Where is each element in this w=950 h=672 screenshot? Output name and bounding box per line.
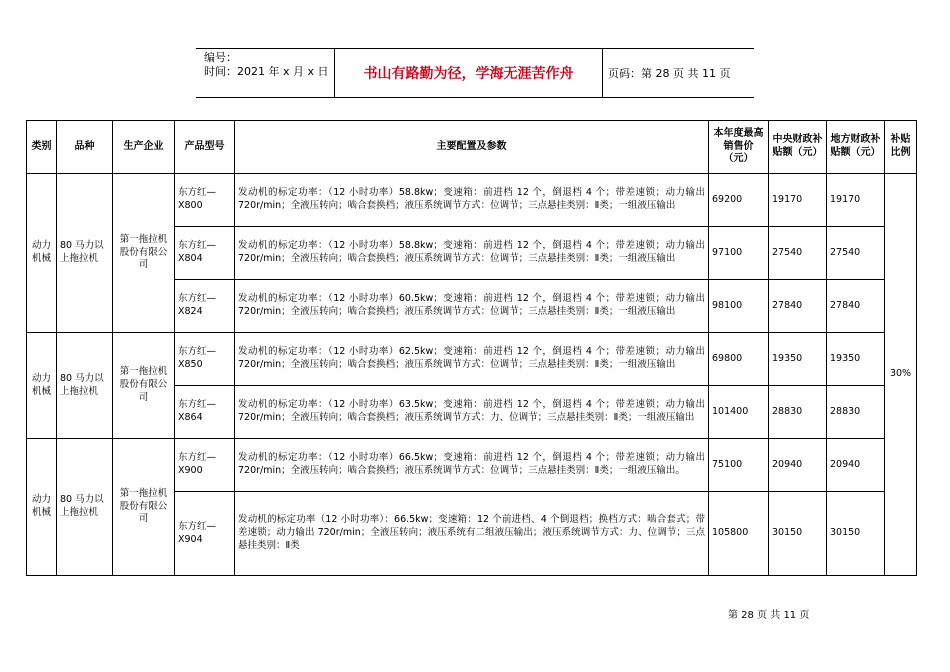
header-motto: 书山有路勤为径，学海无涯苦作舟 xyxy=(363,66,574,82)
params-cell: 发动机的标定功率：（12 小时功率）66.5kw；变速箱：前进档 12 个，倒退档 4 个；带差速锁；动力输出 720r/min；全液压转向；啮合套换档；液压系统调节方式：位调节；三点悬挂类别：Ⅱ类；一组液压输出。 xyxy=(235,439,709,492)
document-header xyxy=(196,48,754,98)
category-cell: 动力机械 xyxy=(27,333,57,439)
price-cell: 75100 xyxy=(709,439,769,492)
model-cell: 东方红—X904 xyxy=(175,492,235,576)
variety-cell: 80 马力以上拖拉机 xyxy=(57,174,113,333)
header-config: 主要配置及参数 xyxy=(235,121,709,174)
header-ratio: 补贴比例 xyxy=(885,121,917,174)
central-subsidy-cell: 27540 xyxy=(769,227,827,280)
params-cell: 发动机的标定功率：（12 小时功率）58.8kw；变速箱：前进档 12 个，倒退档 4 个；带差速锁；动力输出 720r/min；全液压转向；啮合套换档；液压系统调节方式：位调节；三点悬挂类别：Ⅱ类；一组液压输出 xyxy=(235,227,709,280)
central-subsidy-cell: 27840 xyxy=(769,280,827,333)
model-cell: 东方红—X900 xyxy=(175,439,235,492)
table-row xyxy=(27,174,917,227)
local-subsidy-cell: 19350 xyxy=(827,333,885,386)
model-cell: 东方红—X864 xyxy=(175,386,235,439)
table-header-row xyxy=(27,121,917,174)
model-cell: 东方红—X824 xyxy=(175,280,235,333)
maker-cell: 第一拖拉机股份有限公司 xyxy=(113,174,175,333)
local-subsidy-cell: 30150 xyxy=(827,492,885,576)
params-cell: 发动机的标定功率：（12 小时功率）58.8kw；变速箱：前进档 12 个，倒退档 4 个；带差速锁；动力输出 720r/min；全液压转向；啮合套换档；液压系统调节方式：位调节；三点悬挂类别：Ⅱ类；一组液压输出 xyxy=(235,174,709,227)
local-subsidy-cell: 27540 xyxy=(827,227,885,280)
category-cell: 动力机械 xyxy=(27,174,57,333)
header-local-subsidy: 地方财政补贴额（元） xyxy=(827,121,885,174)
variety-cell: 80 马力以上拖拉机 xyxy=(57,333,113,439)
central-subsidy-cell: 20940 xyxy=(769,439,827,492)
central-subsidy-cell: 19170 xyxy=(769,174,827,227)
params-cell: 发动机的标定功率：（12 小时功率）60.5kw；变速箱：前进档 12 个，倒退档 4 个；带差速锁；动力输出 720r/min；全液压转向；啮合套换档；液压系统调节方式：位调节；三点悬挂类别：Ⅱ类；一组液压输出 xyxy=(235,280,709,333)
header-price: 本年度最高销售价（元） xyxy=(709,121,769,174)
price-cell: 105800 xyxy=(709,492,769,576)
header-page-number: 页码：第 28 页 共 11 页 xyxy=(608,67,731,80)
model-cell: 东方红—X850 xyxy=(175,333,235,386)
local-subsidy-cell: 19170 xyxy=(827,174,885,227)
header-maker: 生产企业 xyxy=(113,121,175,174)
variety-cell: 80 马力以上拖拉机 xyxy=(57,439,113,576)
price-cell: 101400 xyxy=(709,386,769,439)
table-row xyxy=(27,333,917,386)
header-central-subsidy: 中央财政补贴额（元） xyxy=(769,121,827,174)
header-divider xyxy=(602,49,603,97)
table-row xyxy=(27,439,917,492)
maker-cell: 第一拖拉机股份有限公司 xyxy=(113,439,175,576)
header-meta xyxy=(204,51,334,95)
ratio-cell: 30% xyxy=(885,174,917,576)
price-cell: 69800 xyxy=(709,333,769,386)
code-label: 编号： xyxy=(204,51,237,64)
local-subsidy-cell: 27840 xyxy=(827,280,885,333)
subsidy-table xyxy=(26,120,917,576)
header-variety: 品种 xyxy=(57,121,113,174)
central-subsidy-cell: 19350 xyxy=(769,333,827,386)
price-cell: 98100 xyxy=(709,280,769,333)
params-cell: 发动机的标定功率（12 小时功率）：66.5kw；变速箱：12 个前进档、4 个倒退档；换档方式：啮合套式；带差速锁；动力输出 720r/min；全液压转向；液压系统有二组液压输出；液压系统调节方式：力、位调节；三点悬挂类别：Ⅱ类 xyxy=(235,492,709,576)
params-cell: 发动机的标定功率：（12 小时功率）63.5kw；变速箱：前进档 12 个，倒退档 4 个；带差速锁；动力输出 720r/min；全液压转向；啮合套换档；液压系统调节方式：力、位调节；三点悬挂类别：Ⅱ类；一组液压输出 xyxy=(235,386,709,439)
price-cell: 69200 xyxy=(709,174,769,227)
header-category: 类别 xyxy=(27,121,57,174)
model-cell: 东方红—X800 xyxy=(175,174,235,227)
local-subsidy-cell: 28830 xyxy=(827,386,885,439)
time-label: 时间：2021 年 x 月 x 日 xyxy=(204,65,329,78)
model-cell: 东方红—X804 xyxy=(175,227,235,280)
maker-cell: 第一拖拉机股份有限公司 xyxy=(113,333,175,439)
central-subsidy-cell: 30150 xyxy=(769,492,827,576)
central-subsidy-cell: 28830 xyxy=(769,386,827,439)
params-cell: 发动机的标定功率：（12 小时功率）62.5kw；变速箱：前进档 12 个，倒退档 4 个；带差速锁；动力输出 720r/min；全液压转向；啮合套换档；液压系统调节方式：位调节；三点悬挂类别：Ⅱ类；一组液压输出 xyxy=(235,333,709,386)
header-model: 产品型号 xyxy=(175,121,235,174)
footer-page-number: 第 28 页 共 11 页 xyxy=(728,610,810,621)
local-subsidy-cell: 20940 xyxy=(827,439,885,492)
category-cell: 动力机械 xyxy=(27,439,57,576)
price-cell: 97100 xyxy=(709,227,769,280)
